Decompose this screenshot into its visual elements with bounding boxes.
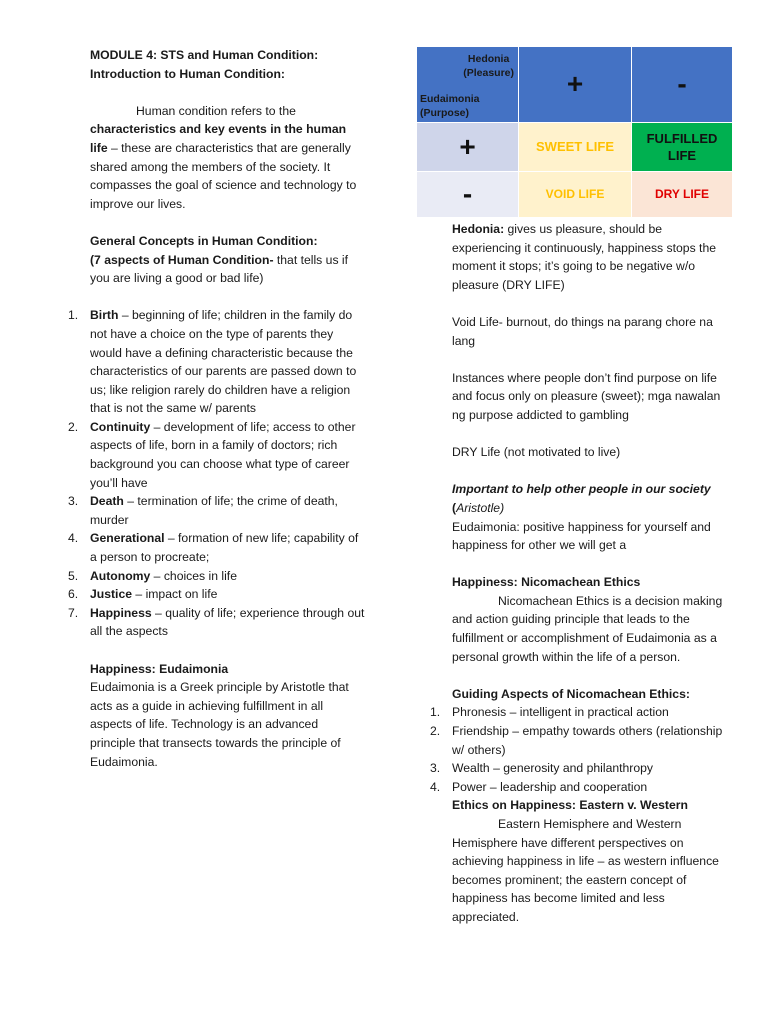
- list-item: 1. Phronesis – intelligent in practical action: [430, 705, 669, 720]
- important-note: Important to help other people in our society: [452, 482, 711, 497]
- hedonia-paragraph: Hedonia: gives us pleasure, should be experiencing it continuously, happiness stops the moment it stops; it’s going to be negative w/o pleasure (DRY LIFE): [452, 222, 717, 292]
- void-life-paragraph: Void Life- burnout, do things na parang chore na lang: [452, 314, 713, 348]
- list-item: 2. Friendship – empathy towards others (relationship w/ others): [430, 724, 723, 757]
- left-column: [68, 46, 366, 771]
- list-item: 6. Justice – impact on life: [68, 587, 218, 602]
- eudaimonia-label: Eudaimonia: [420, 93, 480, 106]
- list-item: 4. Generational – formation of new life; capability of a person to procreate;: [68, 531, 359, 565]
- list-item: 3. Wealth – generosity and philanthropy: [430, 761, 653, 776]
- ethics-text: Eastern Hemisphere and Western Hemisphere have different perspectives on achieving happiness in life – as western influence becomes prominent; the eastern concept of happiness has become limited and less appreciated.: [452, 817, 719, 924]
- concepts-heading: General Concepts in Human Condition:: [90, 233, 318, 248]
- list-item: 3. Death – termination of life; the crime of death, murder: [68, 494, 338, 527]
- eudaimonia-plus: +: [417, 123, 519, 171]
- list-item: 2. Continuity – development of life; access to other aspects of life, born in a family of doctors; rich background you can choose what type of career you’ll have: [68, 419, 356, 490]
- eudaimonia-positive: Eudaimonia: positive happiness for yourself and happiness for other we will get a: [452, 519, 711, 553]
- aristotle-note: (Aristotle): [452, 500, 505, 515]
- dry-life-paragraph: DRY Life (not motivated to live): [452, 445, 621, 460]
- hedonia-label: Hedonia: [467, 53, 510, 65]
- hedonia-plus: +: [519, 47, 632, 123]
- void-life-cell: VOID LIFE: [519, 171, 632, 217]
- fulfilled-life-cell: FULFILLED LIFE: [632, 123, 733, 171]
- guiding-list: [430, 703, 734, 796]
- list-item: 4. Power – leadership and cooperation: [430, 779, 648, 794]
- hedonia-minus: -: [632, 47, 733, 123]
- sweet-life-cell: SWEET LIFE: [519, 123, 632, 171]
- nicomachean-heading: Happiness: Nicomachean Ethics: [452, 575, 641, 590]
- intro-paragraph: Human condition refers to the characteristics and key events in the human life – these are characteristics that are generally shared among the members of the society. It compasses the goal of science and technology to improve our lives.: [90, 103, 357, 211]
- guiding-heading: Guiding Aspects of Nicomachean Ethics:: [452, 686, 690, 701]
- list-item: 5. Autonomy – choices in life: [68, 568, 237, 583]
- dry-life-cell: DRY LIFE: [632, 171, 733, 217]
- eudaimonia-minus: -: [417, 171, 519, 217]
- module-title: MODULE 4: STS and Human Condition:: [90, 48, 319, 62]
- aspects-list: [68, 306, 366, 641]
- table-corner-cell: [417, 47, 519, 123]
- eudaimonia-sub: (Purpose): [420, 107, 470, 120]
- instances-paragraph: Instances where people don’t find purpose on life and focus only on pleasure (sweet); mga nawalan ng purpose addicted to gambling: [452, 370, 721, 422]
- module-subtitle: Introduction to Human Condition:: [90, 66, 285, 81]
- list-item: 1. Birth – beginning of life; children in the family do not have a choice on the type of parents they would have a defining characteristic because the characteristics of our parents are passed down to us; like religion rarely do children have a religion that is not the same w/ parents: [68, 308, 357, 416]
- aspects-intro: (7 aspects of Human Condition- that tells us if you are living a good or bad life): [90, 252, 349, 286]
- right-column: [430, 220, 734, 927]
- ethics-heading: Ethics on Happiness: Eastern v. Western: [452, 798, 688, 813]
- list-item: 7. Happiness – quality of life; experience through out all the aspects: [68, 605, 365, 639]
- nicomachean-text: Nicomachean Ethics is a decision making and action guiding principle that leads to the fulfillment or accomplishment of Eudaimonia as a personal growth within the life of a person.: [452, 593, 723, 664]
- intro-bold: characteristics and key events in the human life: [90, 122, 347, 155]
- hedonia-eudaimonia-table: [416, 46, 733, 218]
- hedonia-sub: (Pleasure): [463, 67, 514, 79]
- eudaimonia-heading: Happiness: Eudaimonia: [90, 661, 229, 676]
- eudaimonia-text: Eudaimonia is a Greek principle by Aristotle that acts as a guide in achieving fulfillment in all aspects of life. Technology is an advanced principle that transects towards the principle of Eudaimonia.: [90, 680, 349, 769]
